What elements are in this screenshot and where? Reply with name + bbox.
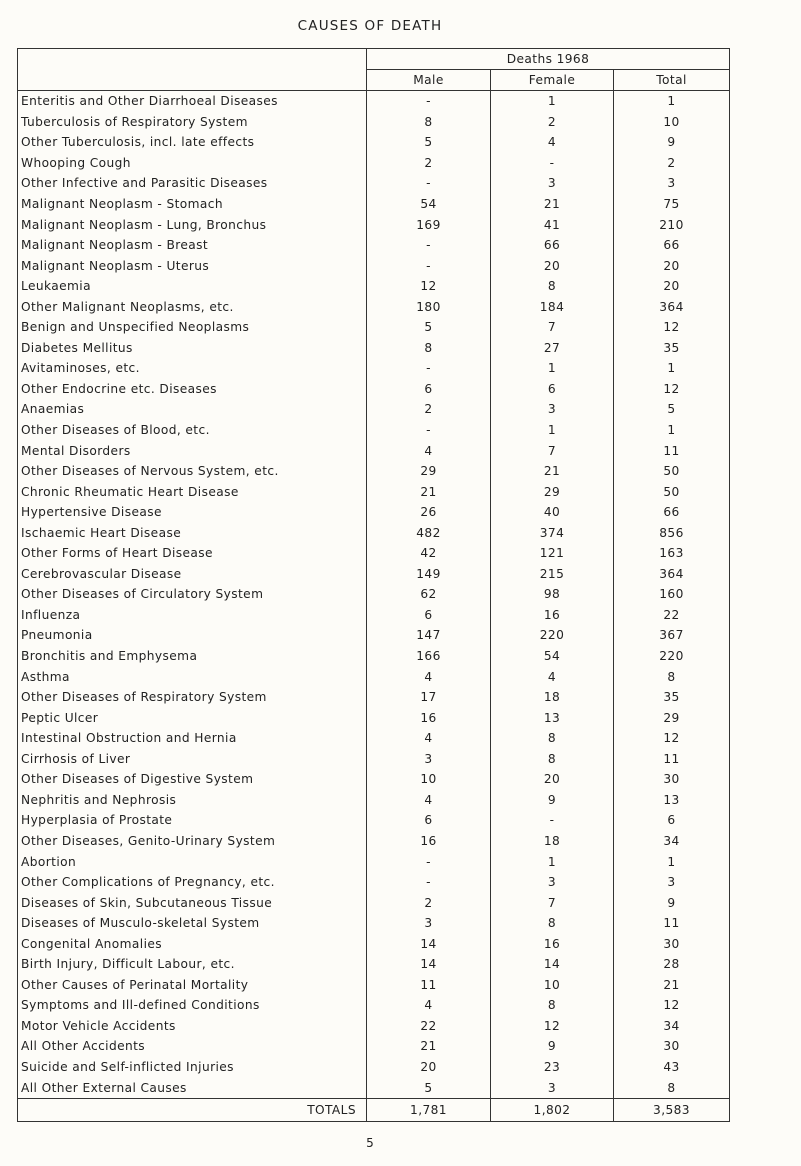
total-cell: 30 (614, 1036, 730, 1057)
table-row (18, 749, 730, 770)
male-cell: 8 (367, 112, 491, 133)
cause-cell: All Other Accidents (21, 1039, 146, 1054)
male-cell: 5 (367, 1077, 491, 1098)
cause-cell: Tuberculosis of Respiratory System (21, 114, 248, 129)
female-cell: 220 (491, 625, 614, 646)
total-cell: 1 (614, 851, 730, 872)
total-cell: 210 (614, 214, 730, 235)
male-cell: 22 (367, 1016, 491, 1037)
cause-cell: Leukaemia (21, 279, 91, 294)
cause-cell: Other Endocrine etc. Diseases (21, 381, 217, 396)
cause-cell: Peptic Ulcer (21, 710, 99, 725)
table-row (18, 851, 730, 872)
total-cell: 1 (614, 358, 730, 379)
total-cell: 50 (614, 461, 730, 482)
total-cell: 12 (614, 995, 730, 1016)
total-cell: 2 (614, 153, 730, 174)
male-cell: 482 (367, 522, 491, 543)
table-body (18, 91, 730, 1099)
total-cell: 11 (614, 913, 730, 934)
female-cell: 3 (491, 399, 614, 420)
total-cell: 75 (614, 194, 730, 215)
male-cell: 6 (367, 810, 491, 831)
male-cell: - (367, 173, 491, 194)
total-cell: 29 (614, 707, 730, 728)
cause-cell: Mental Disorders (21, 443, 131, 458)
cause-cell: Nephritis and Nephrosis (21, 792, 177, 807)
female-cell: 3 (491, 173, 614, 194)
total-cell: 20 (614, 255, 730, 276)
female-cell: - (491, 153, 614, 174)
cause-cell: All Other External Causes (21, 1080, 187, 1095)
total-cell: 12 (614, 728, 730, 749)
male-cell: 149 (367, 564, 491, 585)
cause-cell: Diabetes Mellitus (21, 340, 133, 355)
female-cell: 9 (491, 790, 614, 811)
column-header-total: Total (614, 70, 730, 91)
total-cell: 50 (614, 481, 730, 502)
table-row (18, 255, 730, 276)
cause-cell: Malignant Neoplasm - Stomach (21, 197, 224, 211)
female-cell: 12 (491, 1016, 614, 1037)
total-cell: 364 (614, 564, 730, 585)
male-cell: 2 (367, 153, 491, 174)
table-row (18, 296, 730, 317)
female-cell: 1 (491, 358, 614, 379)
total-cell: 11 (614, 749, 730, 770)
female-cell: 23 (491, 1057, 614, 1078)
female-cell: 13 (491, 707, 614, 728)
table-row (18, 687, 730, 708)
male-cell: 2 (367, 399, 491, 420)
table-row (18, 173, 730, 194)
total-cell: 5 (614, 399, 730, 420)
cause-cell: Other Complications of Pregnancy, etc. (21, 875, 275, 890)
total-cell: 13 (614, 790, 730, 811)
totals-label: TOTALS (18, 1098, 367, 1121)
cause-cell: Suicide and Self-inflicted Injuries (21, 1059, 234, 1074)
cause-cell: Avitaminoses, etc. (21, 361, 140, 376)
cause-cell: Other Diseases of Respiratory System (21, 690, 267, 705)
total-cell: 367 (614, 625, 730, 646)
cause-cell: Chronic Rheumatic Heart Disease (21, 484, 239, 499)
cause-cell: Congenital Anomalies (21, 936, 163, 951)
table-row (18, 214, 730, 235)
male-cell: - (367, 420, 491, 441)
female-cell: 54 (491, 646, 614, 667)
table-row (18, 646, 730, 667)
cause-cell: Asthma (21, 669, 70, 684)
male-cell: 2 (367, 892, 491, 913)
table-row (18, 132, 730, 153)
male-cell: 180 (367, 296, 491, 317)
female-cell: 98 (491, 584, 614, 605)
total-cell: 9 (614, 892, 730, 913)
totals-total: 3,583 (614, 1098, 730, 1121)
male-cell: 26 (367, 502, 491, 523)
female-cell: 14 (491, 954, 614, 975)
male-cell: 29 (367, 461, 491, 482)
female-cell: 4 (491, 666, 614, 687)
total-cell: 12 (614, 317, 730, 338)
female-cell: 8 (491, 913, 614, 934)
table-row (18, 831, 730, 852)
table-row (18, 1016, 730, 1037)
female-cell: 29 (491, 481, 614, 502)
header-blank-cell (18, 49, 367, 91)
table-row (18, 379, 730, 400)
female-cell: 121 (491, 543, 614, 564)
deaths-year-header: Deaths 1968 (367, 49, 730, 70)
table-row (18, 913, 730, 934)
table-row (18, 420, 730, 441)
cause-cell: Other Malignant Neoplasms, etc. (21, 299, 234, 314)
cause-cell: Benign and Unspecified Neoplasms (21, 320, 250, 335)
total-cell: 163 (614, 543, 730, 564)
male-cell: 14 (367, 933, 491, 954)
total-cell: 21 (614, 975, 730, 996)
total-cell: 30 (614, 933, 730, 954)
cause-cell: Pneumonia (21, 628, 93, 643)
cause-cell: Malignant Neoplasm - Lung, Bronchus (21, 217, 267, 232)
female-cell: 7 (491, 440, 614, 461)
female-cell: 4 (491, 132, 614, 153)
cause-cell: Other Diseases of Circulatory System (21, 587, 264, 602)
table-row (18, 995, 730, 1016)
table-row (18, 1077, 730, 1098)
male-cell: - (367, 358, 491, 379)
total-cell: 6 (614, 810, 730, 831)
cause-cell: Other Diseases of Digestive System (21, 772, 254, 787)
female-cell: 3 (491, 872, 614, 893)
male-cell: - (367, 235, 491, 256)
total-cell: 364 (614, 296, 730, 317)
table-row (18, 1036, 730, 1057)
female-cell: 374 (491, 522, 614, 543)
total-cell: 220 (614, 646, 730, 667)
cause-cell: Other Diseases, Genito-Urinary System (21, 833, 276, 848)
table-row (18, 440, 730, 461)
table-row (18, 461, 730, 482)
cause-cell: Diseases of Musculo-skeletal System (21, 916, 260, 931)
total-cell: 30 (614, 769, 730, 790)
cause-cell: Bronchitis and Emphysema (21, 649, 198, 664)
table-row (18, 112, 730, 133)
total-cell: 856 (614, 522, 730, 543)
table-row (18, 358, 730, 379)
male-cell: 6 (367, 605, 491, 626)
female-cell: 3 (491, 1077, 614, 1098)
male-cell: 4 (367, 440, 491, 461)
table-row (18, 522, 730, 543)
cause-cell: Influenza (21, 607, 81, 622)
totals-female: 1,802 (491, 1098, 614, 1121)
female-cell: 9 (491, 1036, 614, 1057)
female-cell: 6 (491, 379, 614, 400)
total-cell: 34 (614, 1016, 730, 1037)
cause-cell: Abortion (21, 854, 77, 869)
table-row (18, 399, 730, 420)
male-cell: 12 (367, 276, 491, 297)
male-cell: 16 (367, 831, 491, 852)
column-header-male: Male (367, 70, 491, 91)
female-cell: 66 (491, 235, 614, 256)
totals-male: 1,781 (367, 1098, 491, 1121)
table-row (18, 481, 730, 502)
male-cell: 4 (367, 790, 491, 811)
total-cell: 11 (614, 440, 730, 461)
table-row (18, 666, 730, 687)
male-cell: 21 (367, 1036, 491, 1057)
female-cell: 7 (491, 892, 614, 913)
total-cell: 160 (614, 584, 730, 605)
male-cell: 4 (367, 666, 491, 687)
table-group-header-row (18, 49, 730, 70)
total-cell: 8 (614, 1077, 730, 1098)
table-row (18, 153, 730, 174)
male-cell: 147 (367, 625, 491, 646)
male-cell: 20 (367, 1057, 491, 1078)
female-cell: 8 (491, 728, 614, 749)
total-cell: 1 (614, 91, 730, 112)
male-cell: 16 (367, 707, 491, 728)
cause-cell: Other Tuberculosis, incl. late effects (21, 135, 255, 150)
total-cell: 12 (614, 379, 730, 400)
female-cell: 215 (491, 564, 614, 585)
cause-cell: Anaemias (21, 402, 85, 417)
table-row (18, 810, 730, 831)
female-cell: 18 (491, 831, 614, 852)
female-cell: 27 (491, 338, 614, 359)
cause-cell: Malignant Neoplasm - Breast (21, 238, 209, 253)
total-cell: 3 (614, 173, 730, 194)
male-cell: 4 (367, 728, 491, 749)
table-row (18, 769, 730, 790)
male-cell: 54 (367, 194, 491, 215)
male-cell: 21 (367, 481, 491, 502)
total-cell: 35 (614, 338, 730, 359)
cause-cell: Whooping Cough (21, 155, 131, 170)
male-cell: 166 (367, 646, 491, 667)
male-cell: 62 (367, 584, 491, 605)
totals-row (18, 1098, 730, 1121)
male-cell: 5 (367, 317, 491, 338)
total-cell: 8 (614, 666, 730, 687)
table-row (18, 194, 730, 215)
cause-cell: Other Infective and Parasitic Diseases (21, 176, 268, 191)
cause-cell: Other Diseases of Blood, etc. (21, 423, 210, 438)
cause-cell: Other Causes of Perinatal Mortality (21, 977, 249, 992)
total-cell: 28 (614, 954, 730, 975)
page-title: CAUSES OF DEATH (297, 18, 443, 34)
female-cell: 8 (491, 276, 614, 297)
female-cell: 1 (491, 91, 614, 112)
male-cell: 169 (367, 214, 491, 235)
female-cell: 184 (491, 296, 614, 317)
total-cell: 66 (614, 502, 730, 523)
cause-cell: Cirrhosis of Liver (21, 751, 131, 766)
cause-cell: Intestinal Obstruction and Hernia (21, 731, 237, 746)
cause-cell: Other Diseases of Nervous System, etc. (21, 464, 279, 479)
table-row (18, 1057, 730, 1078)
male-cell: 11 (367, 975, 491, 996)
total-cell: 3 (614, 872, 730, 893)
female-cell: 21 (491, 461, 614, 482)
female-cell: - (491, 810, 614, 831)
female-cell: 8 (491, 749, 614, 770)
table-row (18, 954, 730, 975)
male-cell: 17 (367, 687, 491, 708)
cause-cell: Hyperplasia of Prostate (21, 813, 173, 828)
cause-cell: Diseases of Skin, Subcutaneous Tissue (21, 895, 273, 910)
total-cell: 35 (614, 687, 730, 708)
male-cell: - (367, 872, 491, 893)
male-cell: - (367, 851, 491, 872)
female-cell: 7 (491, 317, 614, 338)
cause-cell: Malignant Neoplasm - Uterus (21, 258, 210, 273)
table-row (18, 707, 730, 728)
cause-cell: Birth Injury, Difficult Labour, etc. (21, 957, 235, 972)
table-row (18, 892, 730, 913)
cause-cell: Cerebrovascular Disease (21, 566, 182, 581)
female-cell: 21 (491, 194, 614, 215)
total-cell: 66 (614, 235, 730, 256)
male-cell: - (367, 91, 491, 112)
total-cell: 10 (614, 112, 730, 133)
causes-of-death-table (17, 48, 730, 1122)
table-row (18, 91, 730, 112)
table-row (18, 338, 730, 359)
table-row (18, 625, 730, 646)
table-row (18, 790, 730, 811)
male-cell: 3 (367, 913, 491, 934)
total-cell: 22 (614, 605, 730, 626)
female-cell: 20 (491, 769, 614, 790)
female-cell: 18 (491, 687, 614, 708)
male-cell: 6 (367, 379, 491, 400)
cause-cell: Hypertensive Disease (21, 505, 162, 520)
table-row (18, 317, 730, 338)
male-cell: - (367, 255, 491, 276)
table-row (18, 502, 730, 523)
female-cell: 2 (491, 112, 614, 133)
female-cell: 8 (491, 995, 614, 1016)
male-cell: 4 (367, 995, 491, 1016)
table-row (18, 605, 730, 626)
female-cell: 20 (491, 255, 614, 276)
table-row (18, 975, 730, 996)
female-cell: 40 (491, 502, 614, 523)
table-row (18, 584, 730, 605)
male-cell: 5 (367, 132, 491, 153)
table-row (18, 276, 730, 297)
male-cell: 3 (367, 749, 491, 770)
table-row (18, 564, 730, 585)
male-cell: 10 (367, 769, 491, 790)
cause-cell: Motor Vehicle Accidents (21, 1018, 176, 1033)
male-cell: 42 (367, 543, 491, 564)
table-row (18, 235, 730, 256)
female-cell: 10 (491, 975, 614, 996)
total-cell: 43 (614, 1057, 730, 1078)
total-cell: 20 (614, 276, 730, 297)
total-cell: 34 (614, 831, 730, 852)
cause-cell: Ischaemic Heart Disease (21, 525, 182, 540)
female-cell: 1 (491, 420, 614, 441)
female-cell: 41 (491, 214, 614, 235)
male-cell: 8 (367, 338, 491, 359)
table-row (18, 933, 730, 954)
female-cell: 16 (491, 933, 614, 954)
column-header-female: Female (491, 70, 614, 91)
female-cell: 16 (491, 605, 614, 626)
table-row (18, 543, 730, 564)
page-number: 5 (366, 1136, 374, 1150)
total-cell: 9 (614, 132, 730, 153)
female-cell: 1 (491, 851, 614, 872)
male-cell: 14 (367, 954, 491, 975)
table-row (18, 872, 730, 893)
total-cell: 1 (614, 420, 730, 441)
cause-cell: Symptoms and Ill-defined Conditions (21, 998, 260, 1013)
cause-cell: Other Forms of Heart Disease (21, 546, 213, 561)
table-row (18, 728, 730, 749)
cause-cell: Enteritis and Other Diarrhoeal Diseases (21, 94, 278, 109)
